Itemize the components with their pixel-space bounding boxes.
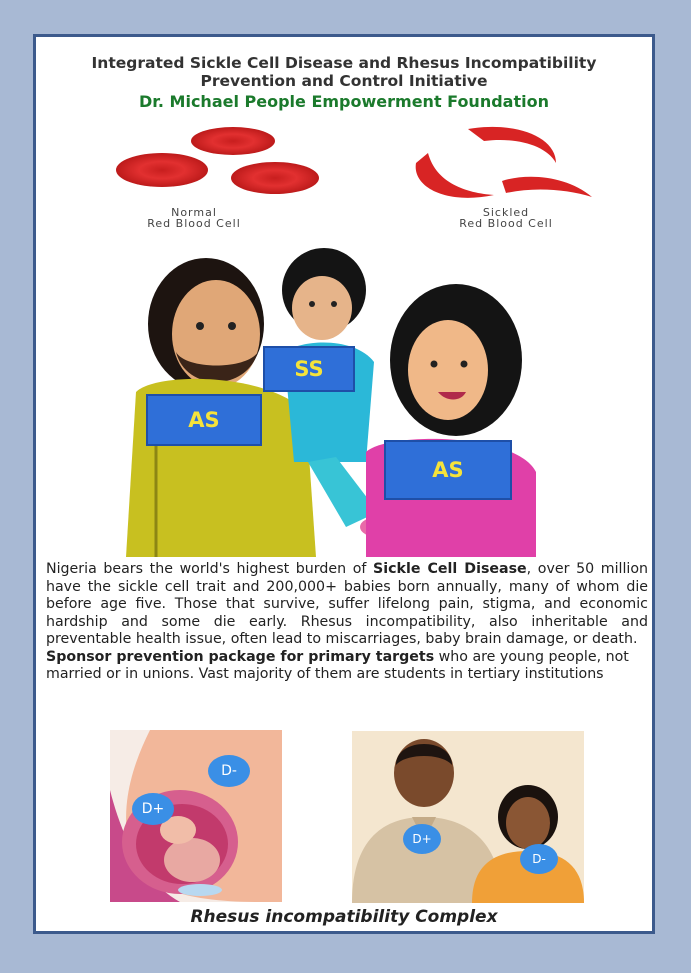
organization-name: Dr. Michael People Empowerment Foundation bbox=[139, 92, 549, 111]
body-text bbox=[46, 561, 648, 684]
title-line-2: Prevention and Control Initiative bbox=[200, 72, 488, 90]
mother-genotype-label: AS bbox=[384, 440, 512, 500]
paragraph-2-rest: who are young people, not married or in unions. Vast majority of them are students in tertiary institutions bbox=[46, 648, 629, 682]
title-line-1: Integrated Sickle Cell Disease and Rhesus Incompatibility bbox=[91, 54, 597, 72]
sickled-cell-caption-line-1: Sickled bbox=[482, 206, 530, 219]
mother-rhesus-badge: D- bbox=[208, 755, 250, 787]
paragraph-2 bbox=[46, 649, 648, 684]
couple-illustration bbox=[352, 731, 584, 903]
child-genotype-label: SS bbox=[263, 346, 355, 392]
paragraph-1-intro: Nigeria bears the world's highest burden of bbox=[46, 561, 374, 577]
man-rhesus-badge: D+ bbox=[403, 824, 441, 854]
normal-red-blood-cells-illustration bbox=[110, 123, 320, 203]
sponsor-emphasis: Sponsor prevention package for primary targets bbox=[46, 648, 435, 665]
woman-rhesus-badge: D- bbox=[520, 844, 558, 874]
normal-cell-caption-line-2: Red Blood Cell bbox=[147, 217, 241, 230]
sickle-cell-disease-emphasis: Sickle Cell Disease bbox=[373, 561, 527, 577]
fetus-rhesus-badge: D+ bbox=[132, 793, 174, 825]
sickled-red-blood-cells-illustration bbox=[406, 123, 596, 205]
normal-cell-caption-line-1: Normal bbox=[171, 206, 217, 219]
poster bbox=[33, 34, 655, 934]
father-genotype-label: AS bbox=[146, 394, 262, 446]
sickled-cell-caption-line-2: Red Blood Cell bbox=[459, 217, 553, 230]
paragraph-1-rest: , over 50 million have the sickle cell trait and 200,000+ babies born annually, many of whom die before age five. Those that survive, suffer lifelong pain, stigma, and economic hardship and some die early. Rhesus incompatibility, also inheritable and preventable health issue, often lead to miscarriages, baby brain damage, or death. bbox=[46, 561, 649, 647]
paragraph-1 bbox=[46, 561, 648, 649]
footer-caption: Rhesus incompatibility Complex bbox=[190, 907, 498, 927]
